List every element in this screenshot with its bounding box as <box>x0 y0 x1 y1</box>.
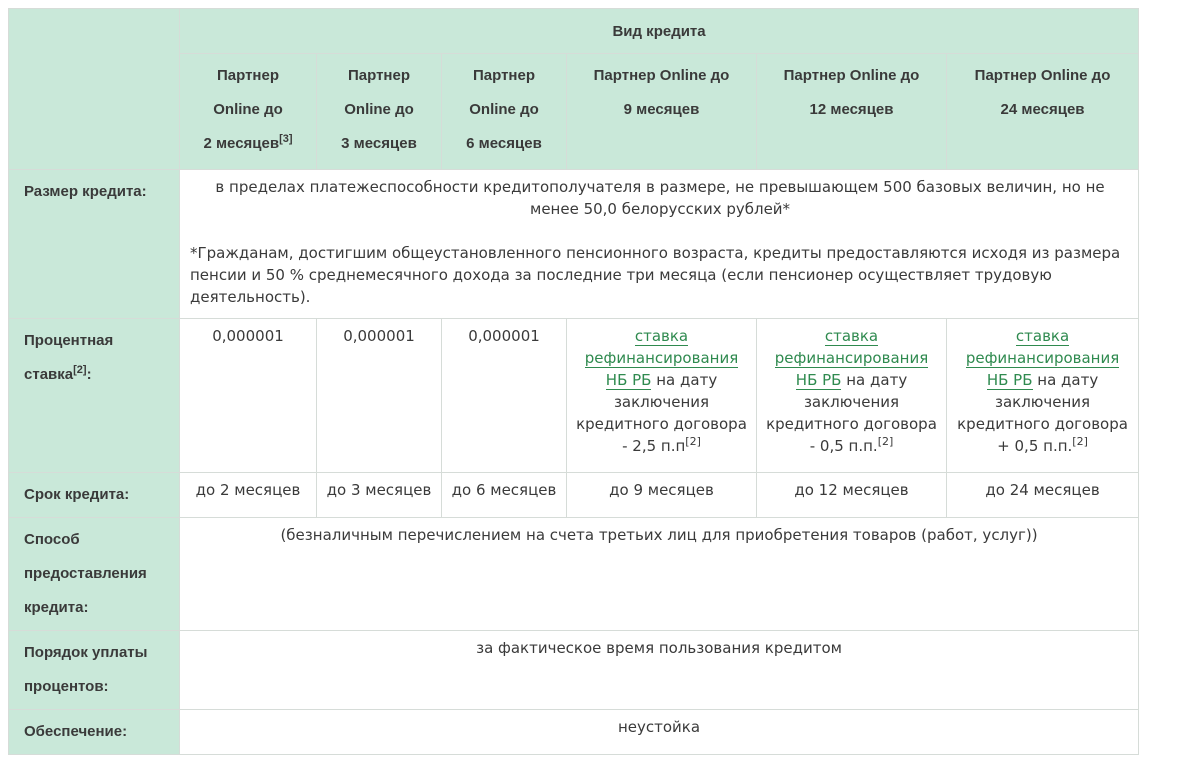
row-label-line: Способ <box>24 531 80 548</box>
rate-text: кредитного договора <box>766 415 937 433</box>
rate-text: кредитного договора <box>576 415 747 433</box>
column-header-6-months <box>442 54 567 170</box>
paragraph-gap <box>190 220 1130 242</box>
refinancing-rate-link[interactable]: рефинансирования <box>965 349 1120 367</box>
header-corner-cell <box>9 9 180 170</box>
footnote-ref: [2] <box>1072 435 1088 448</box>
rate-margin <box>947 435 1138 457</box>
security-value: неустойка <box>180 710 1139 755</box>
refinancing-rate-link[interactable]: ставка <box>634 327 689 345</box>
row-provision-method <box>9 518 1139 631</box>
rate-margin-text: - 2,5 п.п <box>622 437 686 455</box>
row-label-line: Порядок уплаты <box>24 644 148 661</box>
row-label-credit-size: Размер кредита: <box>9 170 180 319</box>
column-header-line: 12 месяцев <box>809 101 894 118</box>
header-row-group <box>9 9 1139 54</box>
column-header-text: 2 месяцев <box>203 135 280 152</box>
column-header-line: Online до <box>213 101 283 118</box>
column-header-line <box>180 127 316 161</box>
row-label-interest-rate <box>9 319 180 473</box>
row-label-security: Обеспечение: <box>9 710 180 755</box>
rate-12-months <box>757 319 947 473</box>
column-header-line: Online до <box>344 101 414 118</box>
credit-size-value <box>180 170 1139 319</box>
row-label-line <box>24 358 169 392</box>
row-label-interest-payment-order <box>9 631 180 710</box>
term-9-months: до 9 месяцев <box>567 473 757 518</box>
term-6-months: до 6 месяцев <box>442 473 567 518</box>
column-header-24-months <box>947 54 1139 170</box>
column-header-line: 6 месяцев <box>466 135 542 152</box>
refinancing-rate-link[interactable]: ставка <box>824 327 879 345</box>
rate-6-months: 0,000001 <box>442 319 567 473</box>
rate-2-months: 0,000001 <box>180 319 317 473</box>
term-3-months: до 3 месяцев <box>317 473 442 518</box>
row-label-text: ставка <box>24 366 74 383</box>
rate-margin <box>567 435 756 457</box>
row-label-provision-method <box>9 518 180 631</box>
refinancing-rate-link[interactable]: ставка <box>1015 327 1070 345</box>
rate-text: заключения <box>803 393 900 411</box>
refinancing-rate-link[interactable]: НБ РБ <box>795 371 842 389</box>
row-credit-term <box>9 473 1139 518</box>
term-2-months: до 2 месяцев <box>180 473 317 518</box>
footnote-ref: [2] <box>685 435 701 448</box>
column-header-3-months <box>317 54 442 170</box>
row-label-colon: : <box>86 366 92 383</box>
rate-text: заключения <box>613 393 710 411</box>
rate-9-months <box>567 319 757 473</box>
row-label-line: процентов: <box>24 678 109 695</box>
interest-payment-order-value: за фактическое время пользования кредитом <box>180 631 1139 710</box>
column-header-2-months <box>180 54 317 170</box>
column-header-line: Партнер <box>348 67 410 84</box>
column-header-line: Партнер Online до <box>593 67 730 84</box>
credit-size-text: в пределах платежеспособности кредитополучателя в размере, не превышающем 500 базовых величин, но не менее 50,0 белорусских рублей* <box>215 178 1105 218</box>
refinancing-rate-link[interactable]: НБ РБ <box>605 371 652 389</box>
term-24-months: до 24 месяцев <box>947 473 1139 518</box>
column-header-line: Партнер Online до <box>783 67 920 84</box>
column-header-line: Партнер <box>217 67 279 84</box>
row-label-line: предоставления <box>24 565 147 582</box>
column-header-line: 9 месяцев <box>623 101 700 118</box>
term-12-months: до 12 месяцев <box>757 473 947 518</box>
row-label-line: Процентная <box>24 332 114 349</box>
row-interest-payment-order <box>9 631 1139 710</box>
refinancing-rate-link[interactable]: рефинансирования <box>774 349 929 367</box>
column-header-9-months <box>567 54 757 170</box>
provision-method-value: (безналичным перечислением на счета третьих лиц для приобретения товаров (работ, услуг)) <box>180 518 1139 631</box>
column-header-line: 3 месяцев <box>341 135 417 152</box>
footnote-ref: [2] <box>877 435 894 448</box>
row-security <box>9 710 1139 755</box>
column-header-line: Партнер <box>473 67 535 84</box>
rate-text: на дату <box>1032 371 1099 389</box>
pensioner-note: *Гражданам, достигшим общеустановленного пенсионного возраста, кредиты предоставляются исходя из размера пенсии и 50 % среднемесячного дохода за последние три месяца (если пенсионер осуществляет трудовую деятельность). <box>190 244 1121 306</box>
rate-text: на дату <box>841 371 908 389</box>
column-header-line: Online до <box>469 101 539 118</box>
column-header-line: 24 месяцев <box>1000 101 1085 118</box>
refinancing-rate-link[interactable]: рефинансирования <box>584 349 739 367</box>
rate-margin-text: + 0,5 п.п. <box>997 437 1073 455</box>
column-header-12-months <box>757 54 947 170</box>
row-interest-rate <box>9 319 1139 473</box>
rate-24-months <box>947 319 1139 473</box>
column-header-line: Партнер Online до <box>974 67 1111 84</box>
refinancing-rate-link[interactable]: НБ РБ <box>986 371 1033 389</box>
footnote-ref: [3] <box>279 133 293 145</box>
rate-margin-text: - 0,5 п.п. <box>809 437 878 455</box>
rate-margin <box>757 435 946 457</box>
credit-terms-table <box>8 8 1139 755</box>
footnote-ref: [2] <box>73 364 87 376</box>
rate-text: на дату <box>651 371 718 389</box>
rate-text: заключения <box>994 393 1091 411</box>
row-label-line: кредита: <box>24 599 89 616</box>
rate-3-months: 0,000001 <box>317 319 442 473</box>
credit-terms-table-wrapper <box>8 8 1139 755</box>
row-label-credit-term: Срок кредита: <box>9 473 180 518</box>
row-credit-size <box>9 170 1139 319</box>
rate-text: кредитного договора <box>957 415 1128 433</box>
credit-type-header: Вид кредита <box>180 9 1139 54</box>
